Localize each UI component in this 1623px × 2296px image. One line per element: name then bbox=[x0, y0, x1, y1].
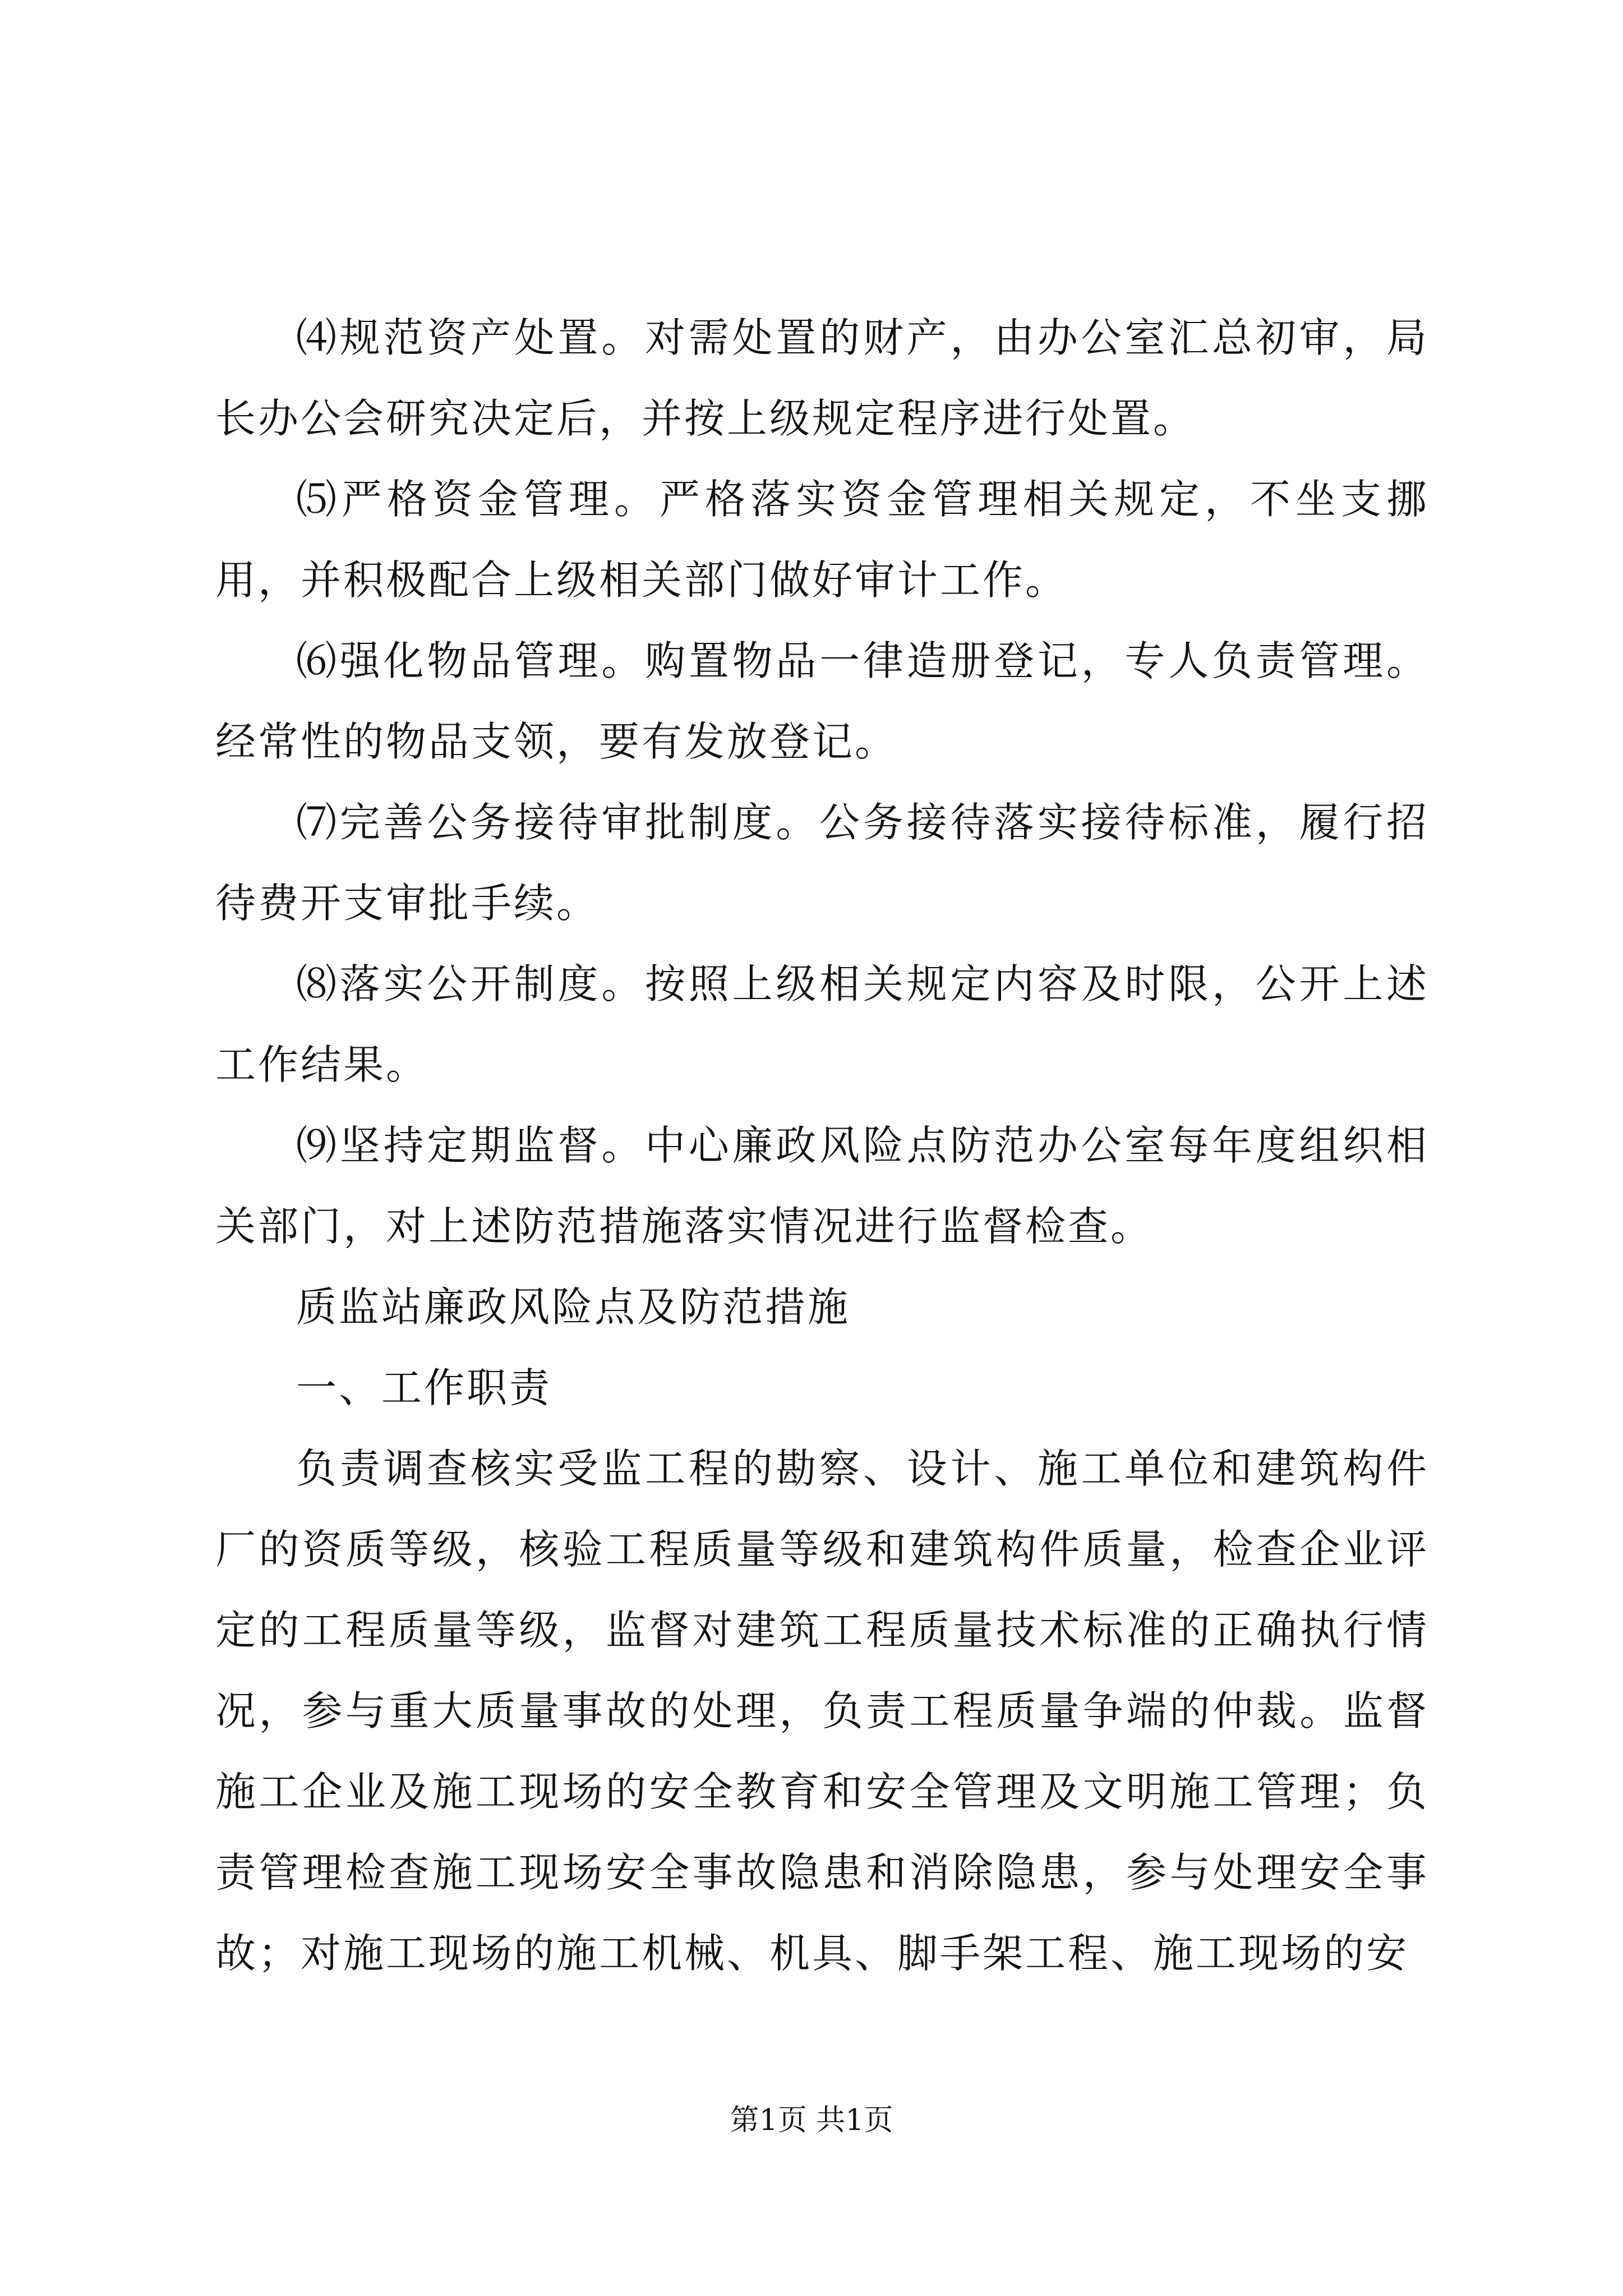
paragraph-asset-disposal: ⑷规范资产处置。对需处置的财产，由办公室汇总初审，局长办公会研究决定后，并按上级规定程序进行处置。 bbox=[215, 314, 1429, 442]
paragraph-reception-approval: ⑺完善公务接待审批制度。公务接待落实接待标准，履行招待费开支审批手续。 bbox=[215, 799, 1429, 927]
paragraph-regular-supervision: ⑼坚持定期监督。中心廉政风险点防范办公室每年度组织相关部门，对上述防范措施落实情况进行监督检查。 bbox=[215, 1122, 1429, 1250]
page-footer: 第1页 共1页 bbox=[730, 2104, 893, 2137]
document-body bbox=[215, 297, 1429, 1994]
section-heading-duties: 一、工作职责 bbox=[296, 1364, 552, 1411]
paragraph-disclosure-system: ⑻落实公开制度。按照上级相关规定内容及时限，公开上述工作结果。 bbox=[215, 960, 1429, 1088]
section-title-quality-station: 质监站廉政风险点及防范措施 bbox=[296, 1283, 851, 1331]
paragraph-duties-description: 负责调查核实受监工程的勘察、设计、施工单位和建筑构件厂的资质等级，核验工程质量等级和建筑构件质量，检查企业评定的工程质量等级，监督对建筑工程质量技术标准的正确执行情况，参与重大质量事故的处理，负责工程质量争端的仲裁。监督施工企业及施工现场的安全教育和安全管理及文明施工管理；负责管理检查施工现场安全事故隐患和消除隐患，参与处理安全事故；对施工现场的施工机械、机具、脚手架工程、施工现场的安 bbox=[215, 1445, 1429, 1977]
paragraph-fund-management: ⑸严格资金管理。严格落实资金管理相关规定，不坐支挪用，并积极配合上级相关部门做好审计工作。 bbox=[215, 476, 1429, 604]
paragraph-goods-management: ⑹强化物品管理。购置物品一律造册登记，专人负责管理。经常性的物品支领，要有发放登记。 bbox=[215, 637, 1429, 765]
